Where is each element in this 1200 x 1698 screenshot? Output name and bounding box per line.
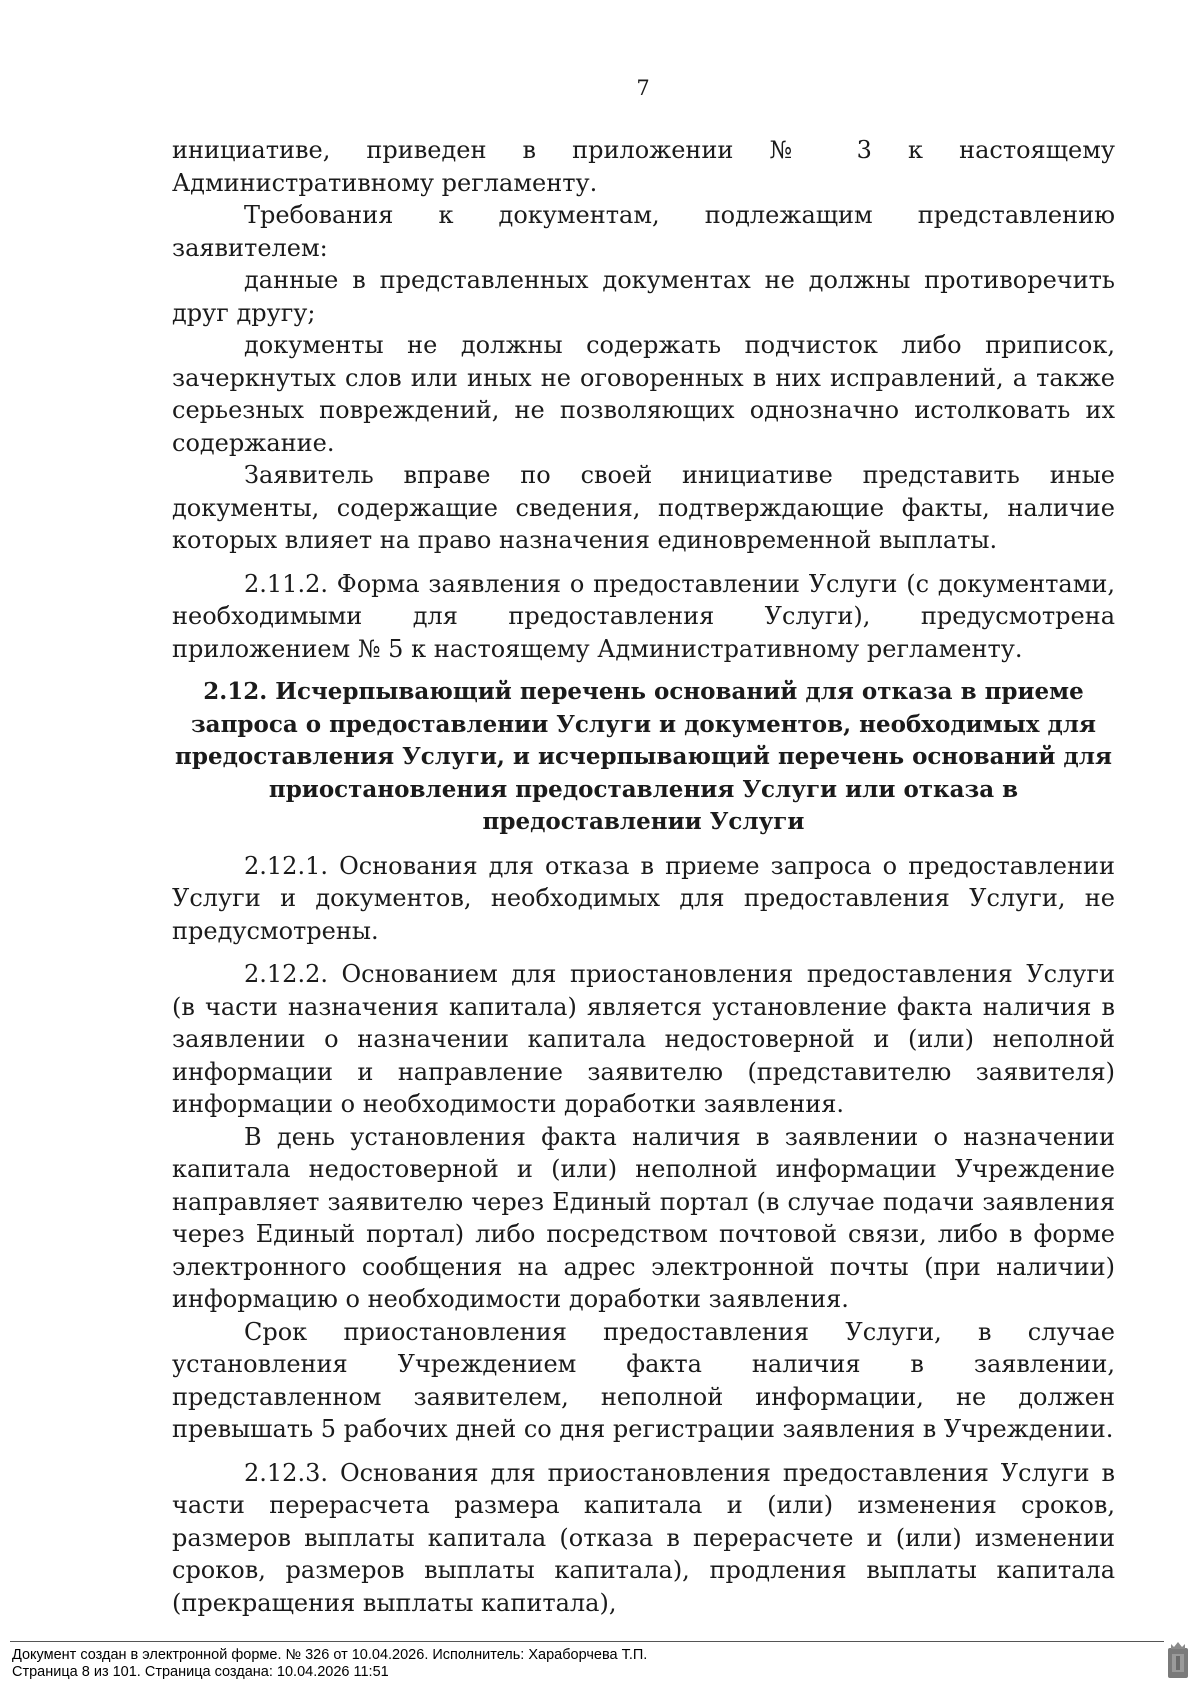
footer-line-document-info: Документ создан в электронной форме. № 326 от 10.04.2026. Исполнитель: Хараборчева Т.П. bbox=[12, 1647, 648, 1663]
paragraph-notification: В день установления факта наличия в заявлении о назначении капитала недостоверной и (или) неполной информации Учреждение направляет заявителю через Единый портал (в случае подачи заявления через Единый портал) либо посредством почтовой связи, либо в форме электронного сообщения на адрес электронной почты (при наличии) информацию о необходимости доработки заявления. bbox=[172, 1122, 1115, 1313]
document-footer bbox=[12, 1647, 647, 1681]
paragraph-requirement-2: документы не должны содержать подчисток либо приписок, зачеркнутых слов или иных не оговоренных в них исправлений, а также серьезных повреждений, не позволяющих однозначно истолковать их содержание. bbox=[172, 331, 1115, 457]
paragraph-2-12-1: 2.12.1. Основания для отказа в приеме запроса о предоставлении Услуги и документов, необходимых для предоставления Услуги, не предусмотрены. bbox=[172, 851, 1115, 945]
document-body bbox=[172, 134, 1115, 1619]
paragraph-suspension-term: Срок приостановления предоставления Услуги, в случае установления Учреждением факта наличия в заявлении, представленном заявителем, неполной информации, не должен превышать 5 рабочих дней со дня регистрации заявления в Учреждении. bbox=[172, 1317, 1115, 1443]
paragraph-requirement-1: данные в представленных документах не должны противоречить друг другу; bbox=[172, 266, 1115, 327]
footer-divider bbox=[10, 1641, 1164, 1642]
coat-of-arms-icon bbox=[1166, 1640, 1190, 1680]
paragraph-2-12-2: 2.12.2. Основанием для приостановления предоставления Услуги (в части назначения капитала) является установление факта наличия в заявлении о назначении капитала недостоверной и (или) неполной информации и направление заявителю (представителю заявителя) информации о необходимости доработки заявления. bbox=[172, 960, 1115, 1118]
paragraph-continuation: инициативе, приведен в приложении № 3 к настоящему Административному регламенту. bbox=[172, 136, 1115, 197]
paragraph-2-12-3: 2.12.3. Основания для приостановления предоставления Услуги в части перерасчета размера капитала и (или) изменения сроков, размеров выплаты капитала (отказа в перерасчете и (или) изменении сроков, размеров выплаты капитала), продления выплаты капитала (прекращения выплаты капитала), bbox=[172, 1458, 1115, 1617]
page-number: 7 bbox=[636, 76, 650, 100]
section-heading-2-12: 2.12. Исчерпывающий перечень оснований для отказа в приеме запроса о предоставлении Услуги и документов, необходимых для предоставления Услуги, и исчерпывающий перечень оснований для приостановления предоставления Услуги или отказа в предоставлении Услуги bbox=[175, 678, 1112, 835]
paragraph-applicant-right: Заявитель вправе по своей инициативе представить иные документы, содержащие сведения, подтверждающие факты, наличие которых влияет на право назначения единовременной выплаты. bbox=[172, 461, 1115, 554]
paragraph-requirements-intro: Требования к документам, подлежащим представлению заявителем: bbox=[172, 201, 1115, 262]
footer-line-page-info: Страница 8 из 101. Страница создана: 10.04.2026 11:51 bbox=[12, 1664, 389, 1680]
paragraph-2-11-2: 2.11.2. Форма заявления о предоставлении Услуги (с документами, необходимыми для предоставления Услуги), предусмотрена приложением № 5 к настоящему Административному регламенту. bbox=[172, 569, 1115, 663]
